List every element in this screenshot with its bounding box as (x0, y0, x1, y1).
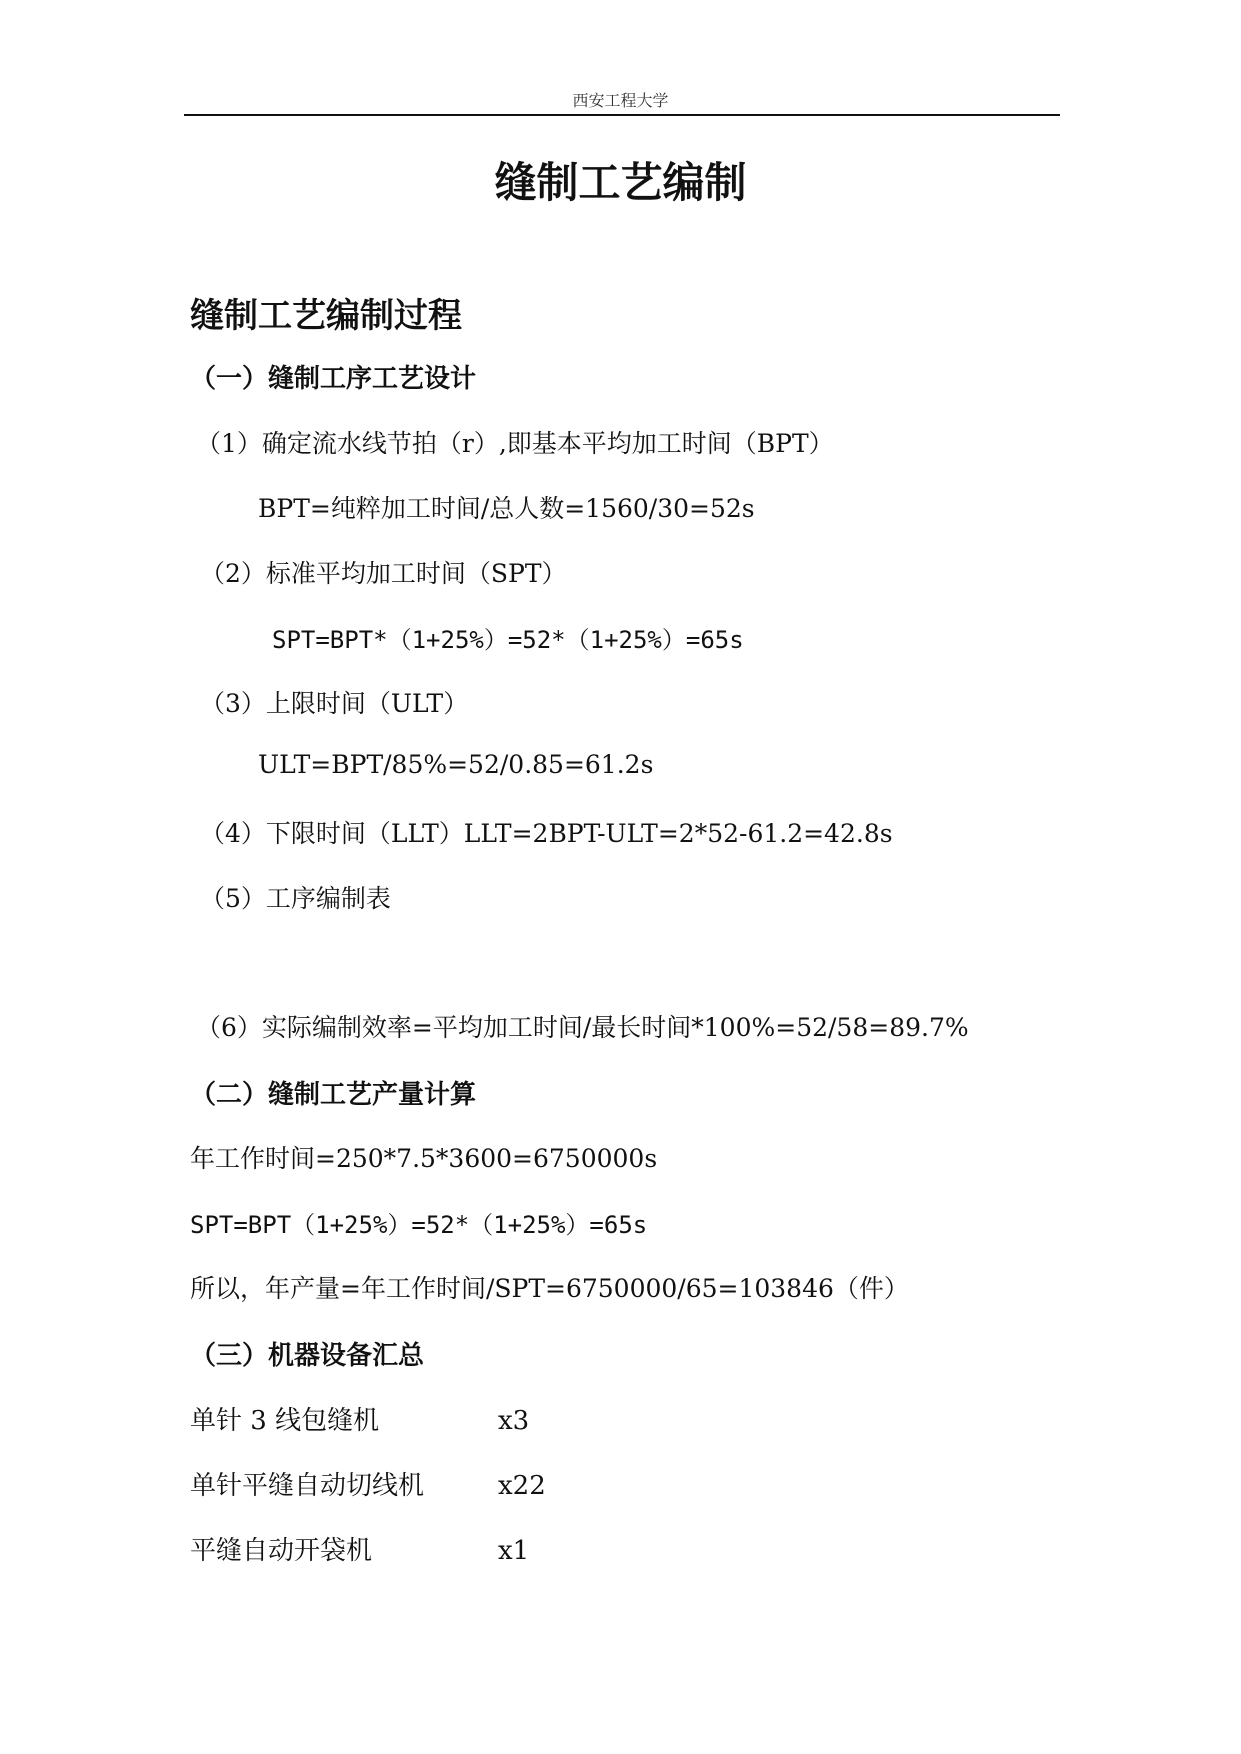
step-6-line: （6）实际编制效率=平均加工时间/最长时间*100%=52/58=89.7% (196, 1013, 969, 1042)
equipment-name: 单针平缝自动切线机 (190, 1471, 425, 1501)
equipment-qty: x1 (498, 1536, 530, 1566)
step-4-line: （4）下限时间（LLT）LLT=2BPT-ULT=2*52-61.2=42.8s (200, 819, 893, 848)
spt-formula: SPT=BPT（1+25%）=52*（1+25%）=65s (190, 1211, 648, 1239)
part1-heading: （一）缝制工序工艺设计 (190, 364, 477, 394)
annual-output: 所以，年产量=年工作时间/SPT=6750000/65=103846（件） (190, 1274, 909, 1303)
step-1-label: （1）确定流水线节拍（r）,即基本平均加工时间（BPT） (196, 429, 834, 458)
step-2-formula: SPT=BPT*（1+25%）=52*（1+25%）=65s (272, 626, 744, 654)
document-title: 缝制工艺编制 (494, 158, 747, 207)
equipment-row (190, 1400, 529, 1437)
step-1-formula: BPT=纯粹加工时间/总人数=1560/30=52s (258, 494, 755, 523)
part2-heading: （二）缝制工艺产量计算 (190, 1080, 477, 1110)
annual-work-time: 年工作时间=250*7.5*3600=6750000s (190, 1144, 658, 1173)
equipment-row (190, 1465, 546, 1502)
equipment-qty: x22 (498, 1471, 546, 1501)
equipment-qty: x3 (498, 1406, 530, 1436)
equipment-name: 平缝自动开袋机 (190, 1536, 373, 1566)
step-5-label: （5）工序编制表 (200, 884, 391, 913)
page-header: 西安工程大学 (572, 91, 669, 110)
step-3-formula: ULT=BPT/85%=52/0.85=61.2s (258, 750, 654, 779)
header-divider (184, 114, 1060, 116)
equipment-name: 单针 3 线包缝机 (190, 1406, 380, 1436)
part3-heading: （三）机器设备汇总 (190, 1341, 425, 1371)
section-title: 缝制工艺编制过程 (190, 296, 462, 336)
equipment-row (190, 1530, 529, 1567)
step-3-label: （3）上限时间（ULT） (200, 689, 469, 718)
step-2-label: （2）标准平均加工时间（SPT） (200, 559, 567, 588)
